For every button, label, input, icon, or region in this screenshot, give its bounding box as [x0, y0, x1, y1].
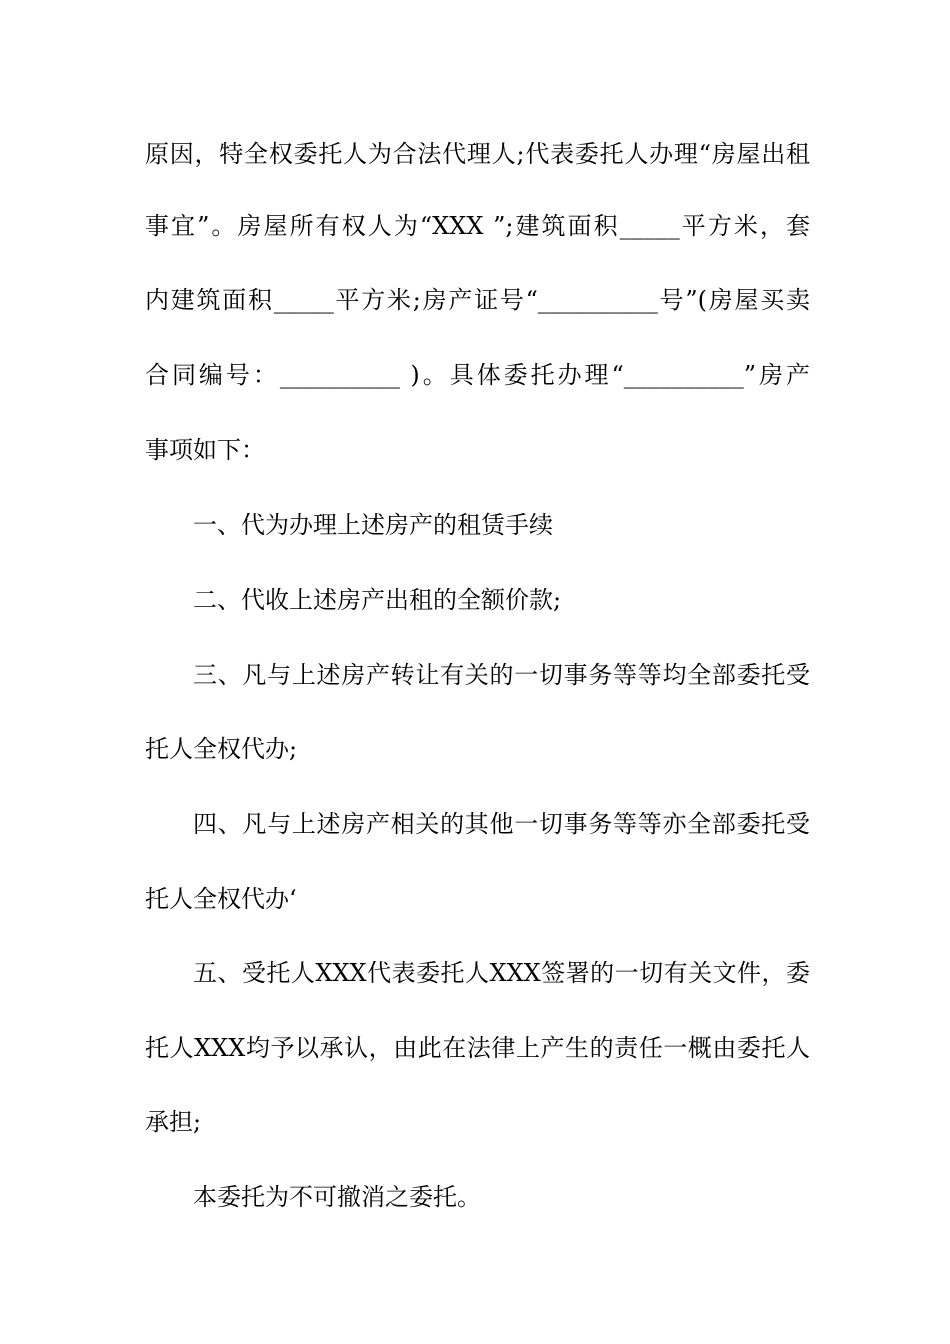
- list-item: 五、受托人XXX代表委托人XXX签署的一切有关文件，委: [193, 959, 810, 987]
- list-item-continuation: 托人全权代办;: [145, 735, 298, 763]
- list-item: 三、凡与上述房产转让有关的一切事务等等均全部委托受: [193, 661, 810, 689]
- list-item: 二、代收上述房产出租的全额价款;: [193, 586, 562, 614]
- paragraph-line: 事项如下：: [145, 436, 265, 464]
- paragraph-line: 事宜”。房屋所有权人为“XXX ”;建筑面积_____平方米，套: [145, 212, 810, 240]
- list-item-continuation: 托人XXX均予以承认，由此在法律上产生的责任一概由委托人: [145, 1034, 810, 1062]
- closing-statement: 本委托为不可撤消之委托。: [193, 1183, 481, 1211]
- paragraph-line: 内建筑面积_____平方米;房产证号“__________号”(房屋买卖: [145, 286, 810, 314]
- paragraph-line: 原因，特全权委托人为合法代理人;代表委托人办理“房屋出租: [145, 140, 810, 168]
- list-item-continuation: 托人全权代办‘: [145, 885, 297, 913]
- list-item-continuation: 承担;: [145, 1108, 202, 1136]
- list-item: 四、凡与上述房产相关的其他一切事务等等亦全部委托受: [193, 810, 810, 838]
- list-item: 一、代为办理上述房产的租赁手续: [193, 511, 553, 539]
- paragraph-line: 合同编号：__________ )。具体委托办理“__________”房产: [145, 361, 810, 389]
